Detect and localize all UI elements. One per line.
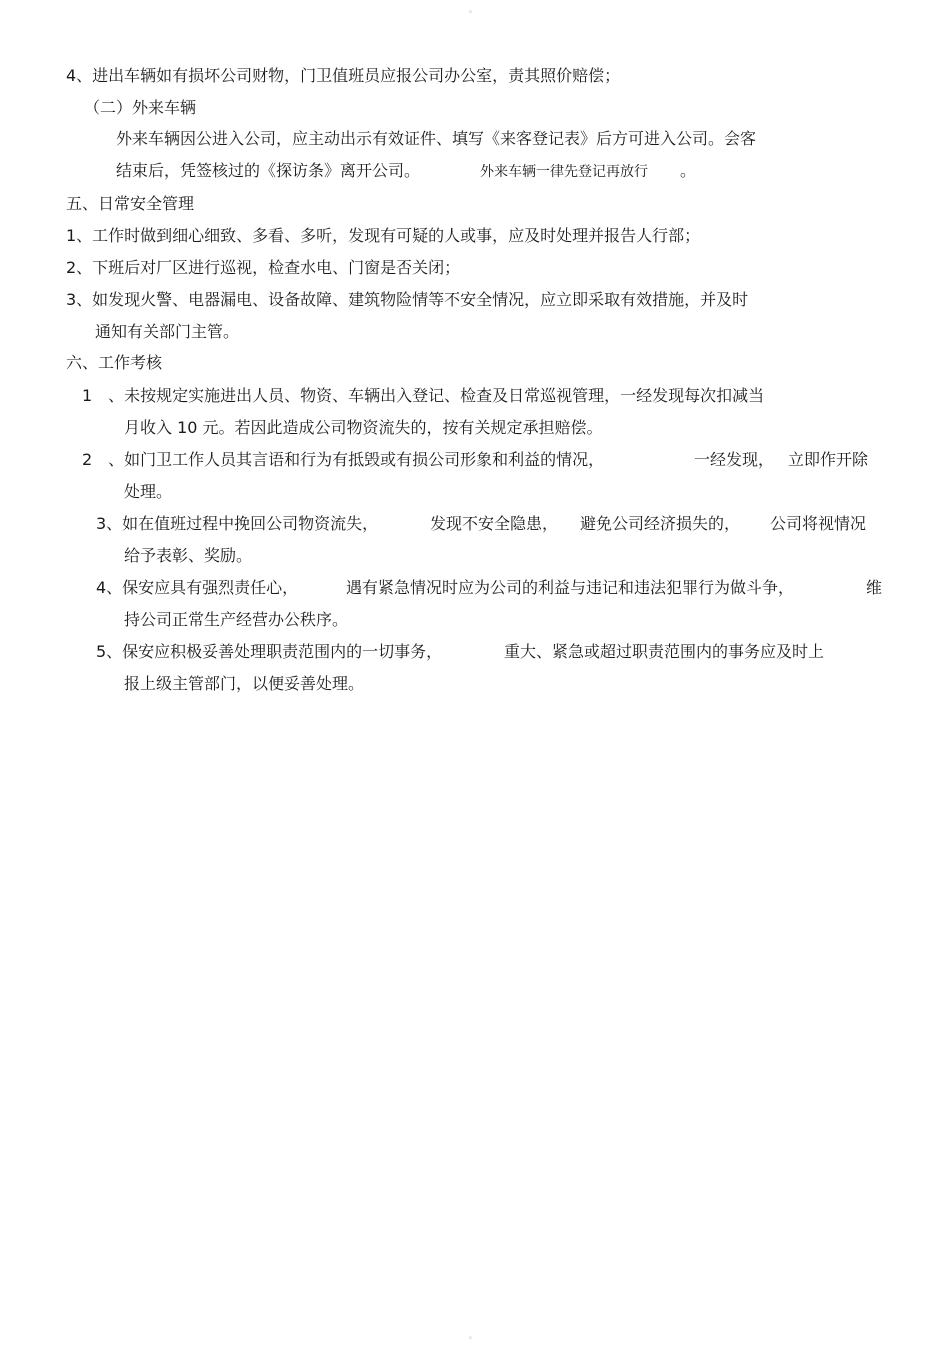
text-line: 通知有关部门主管。 xyxy=(95,322,240,341)
text-line: 4、进出车辆如有损坏公司财物，门卫值班员应报公司办公室，责其照价赔偿； xyxy=(66,66,621,85)
text-line: 发现不安全隐患， xyxy=(430,514,559,533)
text-line: 月收入 10 元。若因此造成公司物资流失的，按有关规定承担赔偿。 xyxy=(124,418,603,437)
section-heading: （二）外来车辆 xyxy=(84,98,197,117)
top-mark: 。 xyxy=(469,5,477,14)
text-line: 3、如发现火警、电器漏电、设备故障、建筑物险情等不安全情况，应立即采取有效措施，并及时 xyxy=(66,290,749,309)
text-line: 公司将视情况 xyxy=(770,514,867,533)
text-line: 5、保安应积极妥善处理职责范围内的一切事务， xyxy=(96,642,443,661)
text-line: 处理。 xyxy=(124,482,173,501)
text-line: 3、如在值班过程中挽回公司物资流失， xyxy=(96,514,379,533)
text-line: 报上级主管部门，以便妥善处理。 xyxy=(124,674,365,693)
text-line: 2 、如门卫工作人员其言语和行为有抵毁或有损公司形象和利益的情况， xyxy=(82,450,605,469)
bottom-mark: 。 xyxy=(469,1331,477,1340)
text-line: 重大、紧急或超过职责范围内的事务应及时上 xyxy=(504,642,825,661)
text-line: 避免公司经济损失的， xyxy=(580,514,741,533)
section-heading: 六、工作考核 xyxy=(66,353,163,372)
text-line: 持公司正常生产经营办公秩序。 xyxy=(124,610,349,629)
section-heading: 五、日常安全管理 xyxy=(66,194,195,213)
text-line: 1 、未按规定实施进出人员、物资、车辆出入登记、检查及日常巡视管理，一经发现每次扣减当 xyxy=(82,386,765,405)
text-line: 1、工作时做到细心细致、多看、多听，发现有可疑的人或事，应及时处理并报告人行部； xyxy=(66,226,701,245)
text-line: 。 xyxy=(680,161,697,180)
text-line: 4、保安应具有强烈责任心， xyxy=(96,578,299,597)
text-line: 遇有紧急情况时应为公司的利益与违记和违法犯罪行为做斗争， xyxy=(346,578,795,597)
text-line: 给予表彰、奖励。 xyxy=(124,546,253,565)
text-line: 一经发现， xyxy=(694,450,775,469)
text-line: 2、下班后对厂区进行巡视，检查水电、门窗是否关闭； xyxy=(66,258,461,277)
text-line: 外来车辆一律先登记再放行 xyxy=(480,164,648,180)
text-line: 外来车辆因公进入公司，应主动出示有效证件、填写《来客登记表》后方可进入公司。会客 xyxy=(116,129,757,148)
text-line: 维 xyxy=(866,578,883,597)
text-line: 结束后，凭签核过的《探访条》离开公司。 xyxy=(116,161,421,180)
text-line: 立即作开除 xyxy=(788,450,869,469)
